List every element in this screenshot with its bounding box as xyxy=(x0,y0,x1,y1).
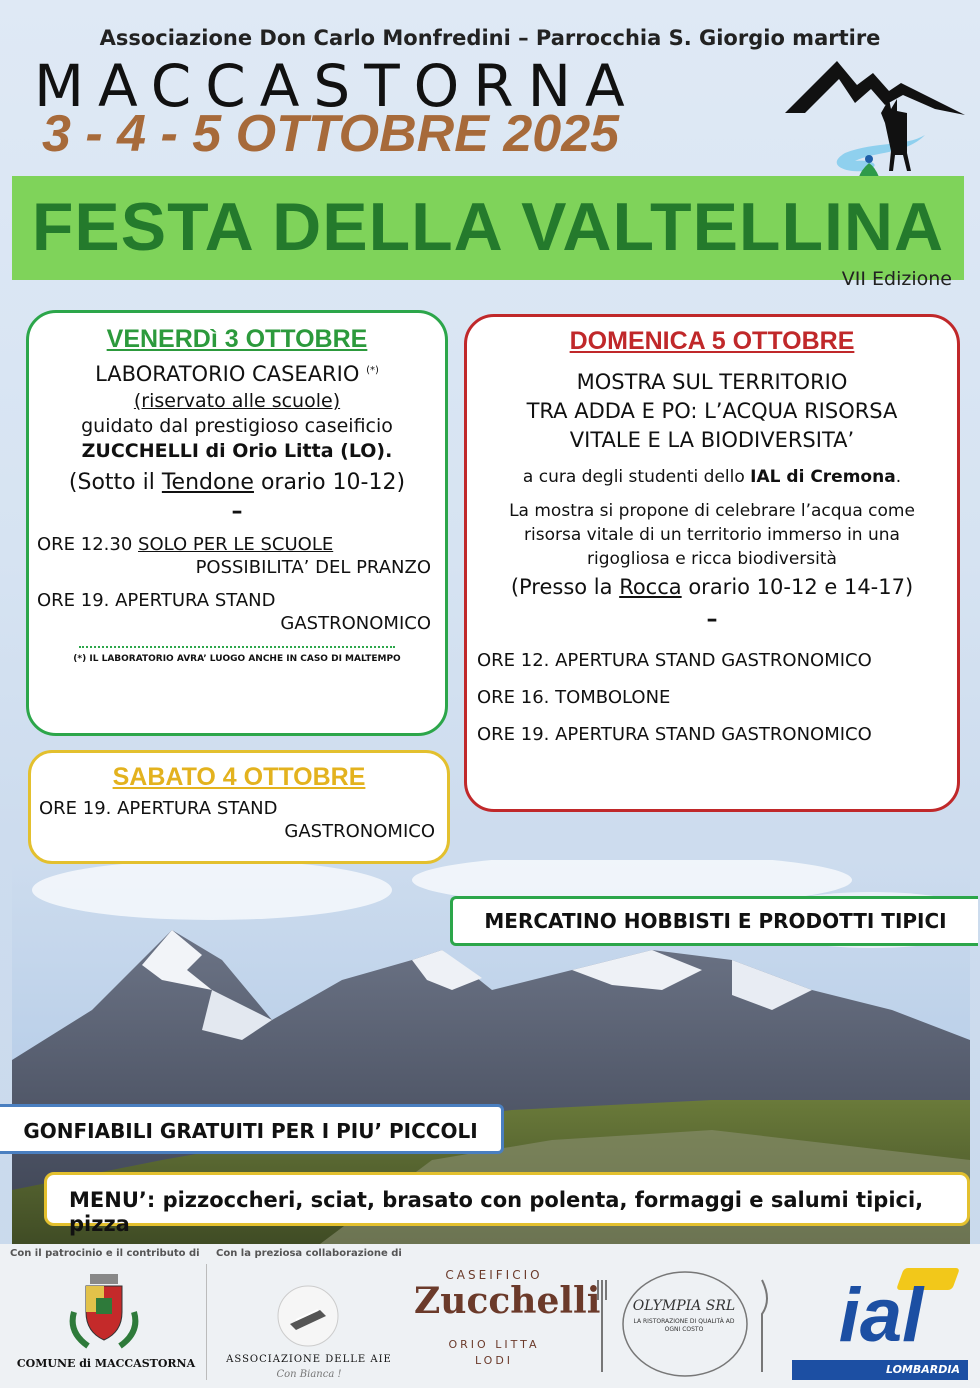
lab-title: LABORATORIO CASEARIO xyxy=(95,362,360,386)
lab-location xyxy=(29,470,445,495)
exhibit-location-post: orario 10-12 e 14-17) xyxy=(681,575,914,599)
desc-line1: La mostra si propone di celebrare l’acqua come xyxy=(509,501,915,521)
saturday-box xyxy=(28,750,450,864)
lab-title-row xyxy=(29,362,445,386)
sponsors-footer xyxy=(0,1244,980,1388)
exhibit-description xyxy=(467,499,957,571)
ial-logo xyxy=(796,1268,966,1360)
lab-mark: (*) xyxy=(366,365,379,376)
comune-name: COMUNE di MACCASTORNA xyxy=(16,1357,196,1370)
lab-location-post: orario 10-12) xyxy=(253,470,406,495)
collab-label: Con la preziosa collaborazione di xyxy=(216,1248,402,1259)
exhibit-location-place: Rocca xyxy=(619,575,682,599)
sunday-dash: – xyxy=(706,607,718,632)
friday-lunch-row xyxy=(29,534,445,555)
organizer-line: Associazione Don Carlo Monfredini – Parrocchia S. Giorgio martire xyxy=(99,26,881,50)
menu-items: : pizzoccheri, sciat, brasato con polenta, formaggi e salumi tipici, pizza xyxy=(69,1188,924,1236)
aie-name: ASSOCIAZIONE DELLE AIE xyxy=(226,1354,392,1365)
comune-crest-icon xyxy=(64,1262,144,1352)
patronage-label: Con il patrocinio e il contributo di xyxy=(10,1248,200,1259)
exhibit-line3: VITALE E LA BIODIVERSITA’ xyxy=(569,428,855,452)
aie-logo-icon xyxy=(276,1284,340,1348)
event-dates: 3 - 4 - 5 OTTOBRE 2025 xyxy=(42,105,620,163)
friday-box xyxy=(26,310,448,736)
caseificio-top: CASEIFICIO xyxy=(445,1268,543,1282)
exhibit-line1: MOSTRA SUL TERRITORIO xyxy=(576,370,848,394)
lunch-note: SOLO PER LE SCUOLE xyxy=(138,534,334,555)
lab-reserved: (riservato alle scuole) xyxy=(133,390,341,412)
menu-banner xyxy=(44,1172,970,1236)
curated-school: IAL di Cremona xyxy=(750,467,896,487)
exhibit-curated xyxy=(467,467,957,487)
exhibit-location xyxy=(467,575,957,599)
ial-region: LOMBARDIA xyxy=(792,1360,968,1380)
sunday-item-1: ORE 12. APERTURA STAND GASTRONOMICO xyxy=(477,650,872,671)
friday-stand-line2: GASTRONOMICO xyxy=(280,613,431,634)
exhibit-title xyxy=(467,368,957,455)
saturday-heading: SABATO 4 OTTOBRE xyxy=(112,763,366,791)
olympia-name: OLYMPIA SRL xyxy=(632,1298,736,1314)
sunday-box xyxy=(464,314,960,812)
friday-footnote: (*) IL LABORATORIO AVRA’ LUOGO ANCHE IN CASO DI MALTEMPO xyxy=(73,654,401,664)
edition-label: VII Edizione xyxy=(841,268,952,290)
caseificio-prov: LODI xyxy=(474,1354,514,1367)
lab-dairy: ZUCCHELLI di Orio Litta (LO). xyxy=(81,440,393,462)
ial-text: ial xyxy=(838,1273,924,1358)
friday-heading: VENERDì 3 OTTOBRE xyxy=(106,325,368,353)
saturday-line1: ORE 19. APERTURA STAND xyxy=(39,798,278,819)
desc-line2: risorsa vitale di un territorio immerso in una xyxy=(524,525,900,545)
sunday-item-3: ORE 19. APERTURA STAND GASTRONOMICO xyxy=(477,724,872,745)
menu-label: MENU’ xyxy=(69,1188,147,1212)
market-banner: MERCATINO HOBBISTI E PRODOTTI TIPICI xyxy=(450,896,978,946)
lunch-desc: POSSIBILITA’ DEL PRANZO xyxy=(195,557,431,578)
curated-pre: a cura degli studenti dello xyxy=(522,467,751,487)
caseificio-city: ORIO LITTA xyxy=(448,1338,540,1351)
lab-guided: guidato dal prestigioso caseificio xyxy=(81,415,393,437)
town-name: MACCASTORNA xyxy=(34,52,639,120)
inflatables-banner: GONFIABILI GRATUITI PER I PIU’ PICCOLI xyxy=(0,1104,504,1154)
dotted-divider xyxy=(79,646,395,648)
sunday-heading: DOMENICA 5 OTTOBRE xyxy=(569,327,855,355)
saturday-line2: GASTRONOMICO xyxy=(284,821,435,842)
sunday-item-2: ORE 16. TOMBOLONE xyxy=(477,687,671,708)
friday-stand-line1: ORE 19. APERTURA STAND xyxy=(37,590,276,611)
lab-location-place: Tendone xyxy=(161,470,254,495)
aie-sub: Con Bianca ! xyxy=(276,1369,342,1380)
footer-divider xyxy=(206,1264,207,1380)
olympia-sub: LA RISTORAZIONE DI QUALITÀ AD OGNI COSTO xyxy=(633,1318,735,1333)
caseificio-name: Zucchelli xyxy=(414,1280,601,1322)
lunch-time: ORE 12.30 xyxy=(37,534,139,555)
sunday-schedule xyxy=(467,642,957,753)
curated-post: . xyxy=(895,467,902,487)
exhibit-line2: TRA ADDA E PO: L’ACQUA RISORSA xyxy=(526,399,898,423)
lab-location-pre: (Sotto il xyxy=(68,470,162,495)
desc-line3: rigogliosa e ricca biodiversità xyxy=(587,549,837,569)
exhibit-location-pre: (Presso la xyxy=(510,575,620,599)
friday-dash: – xyxy=(231,499,243,524)
festival-title: FESTA DELLA VALTELLINA xyxy=(31,189,945,265)
